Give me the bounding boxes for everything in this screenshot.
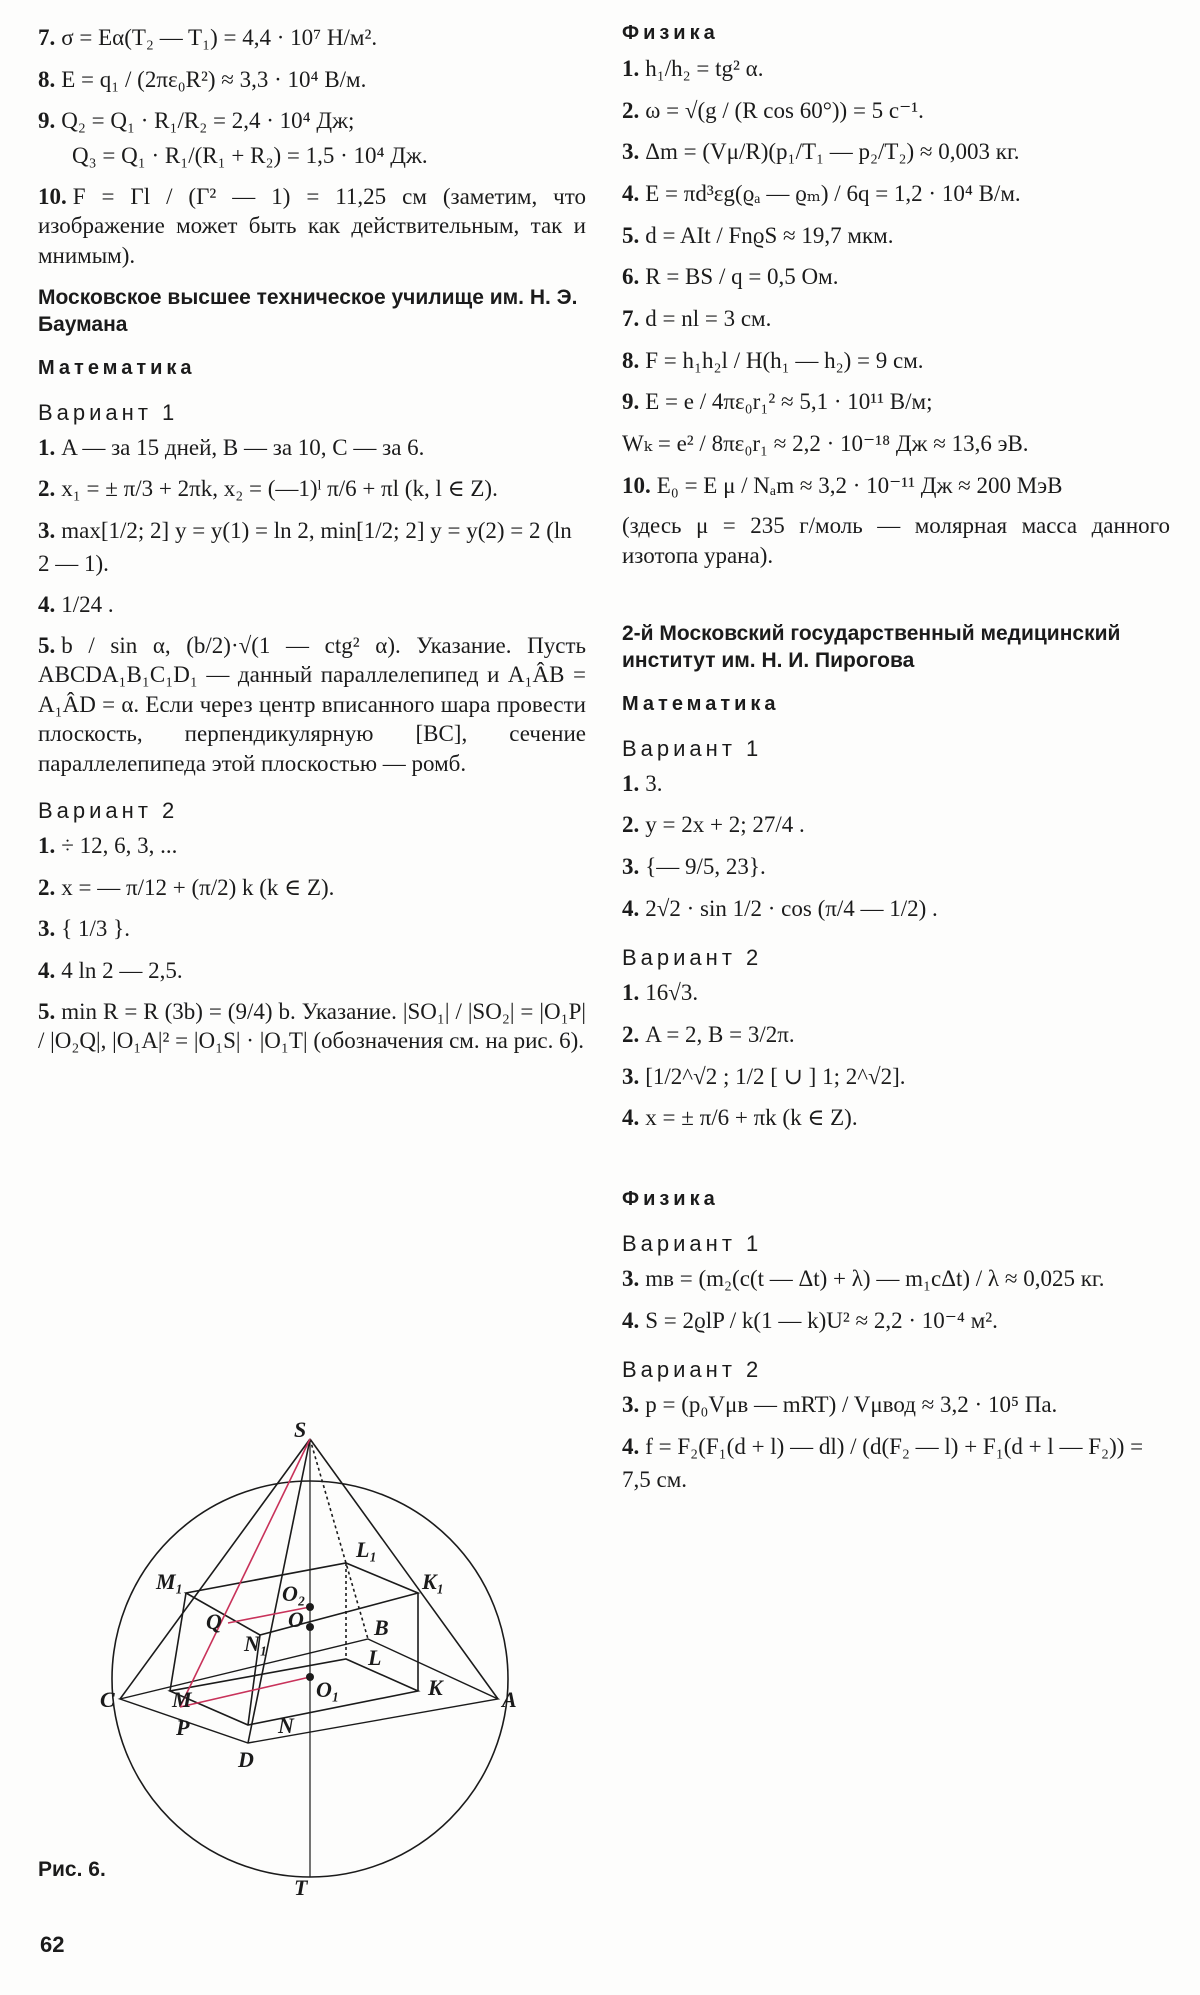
label-p: P [176, 1715, 190, 1740]
variant-title: Вариант 1 [38, 399, 179, 425]
label-m: M [172, 1687, 192, 1712]
geometry-figure [38, 1417, 598, 1900]
answer-item: 6. R = BS / q = 0,5 Ом. [622, 264, 839, 290]
answer-item: 4. x = ± π/6 + πk (k ∈ Z). [622, 1105, 858, 1131]
subject-title: Физика [622, 1187, 719, 1210]
label-m1: M₁ [156, 1569, 184, 1594]
answer-item: 2. x₁ = ± π/3 + 2πk, x₂ = (—1)ˡ π/6 + πl (k, l ∈ Z). [38, 476, 498, 502]
answer-item: 1. 16√3. [622, 980, 699, 1006]
label-c: C [100, 1687, 115, 1712]
answer-item: 4. f = F₂(F₁(d + l) — dl) / (d(F₂ — l) + F₁(d + l — F₂)) = 7,5 см. [622, 1433, 1144, 1492]
right-column [622, 22, 1170, 1505]
answer-item: 3. Δm = (Vμ/R)(p₁/T₁ — p₂/T₂) ≈ 0,003 кг. [622, 139, 1020, 165]
label-o: O [288, 1607, 304, 1632]
label-a: A [502, 1687, 517, 1712]
point-o [306, 1623, 314, 1631]
answer-item: 7. σ = Eα(T₂ — T₁) = 4,4 · 10⁷ Н/м². [38, 25, 378, 50]
label-l: L [368, 1645, 382, 1670]
answer-item: 9. Q₂ = Q₁ · R₁/R₂ = 2,4 · 10⁴ Дж; [38, 108, 355, 134]
figure-6-diagram [38, 1417, 598, 1900]
label-b: B [374, 1615, 389, 1640]
label-s: S [294, 1417, 307, 1442]
vertical-edge [170, 1593, 186, 1691]
answer-item: 3. p = (p₀Vμв — mRT) / Vμвод ≈ 3,2 · 10⁵ Па. [622, 1392, 1058, 1418]
answer-item: Q₃ = Q₁ · R₁/(R₁ + R₂) = 1,5 · 10⁴ Дж. [72, 142, 428, 168]
answer-item: 3. max[1/2; 2] y = y(1) = ln 2, min[1/2; 2] y = y(2) = 2 (ln 2 — 1). [38, 517, 572, 576]
answer-item: 4. 4 ln 2 — 2,5. [38, 957, 183, 983]
answer-item: 4. 1/24 . [38, 592, 114, 618]
answer-item: 2. A = 2, B = 3/2π. [622, 1021, 795, 1047]
label-o1: O₁ [316, 1677, 340, 1702]
answer-item: 9. E = e / 4πε₀r₁² ≈ 5,1 · 10¹¹ В/м; [622, 389, 933, 415]
answer-item: 8. E = q₁ / (2πε₀R²) ≈ 3,3 · 10⁴ В/м. [38, 66, 367, 92]
answer-item: 4. 2√2 · sin 1/2 · cos (π/4 — 1/2) . [622, 895, 938, 921]
page-number: 62 [40, 1932, 65, 1957]
answer-item: 2. y = 2x + 2; 27/4 . [622, 812, 805, 838]
variant-title: Вариант 2 [622, 945, 763, 971]
point-o2 [306, 1603, 314, 1611]
answer-item: 1. 3. [622, 770, 663, 796]
answer-item: 1. h₁/h₂ = tg² α. [622, 56, 764, 81]
subject-title: Математика [622, 692, 780, 715]
answer-item: 2. x = — π/12 + (π/2) k (k ∈ Z). [38, 874, 335, 900]
answer-item: Wₖ = e² / 8πε₀r₁ ≈ 2,2 · 10⁻¹⁸ Дж ≈ 13,6 эВ. [622, 430, 1029, 456]
answer-item: 10. E₀ = E μ / Nₐm ≈ 3,2 · 10⁻¹¹ Дж ≈ 200 МэВ [622, 472, 1063, 498]
answer-item: 8. F = h₁h₂l / H(h₁ — h₂) = 9 см. [622, 347, 924, 373]
answer-item: 3. mв = (m₂(c(t — Δt) + λ) — m₁cΔt) / λ ≈ 0,025 кг. [622, 1265, 1105, 1291]
label-q: Q [206, 1609, 222, 1634]
label-o2: O₂ [282, 1581, 306, 1606]
answer-item: 10. F = Γl / (Γ² — 1) = 11,25 см (заметим, что изображение может быть как действительным, так и мнимым). [38, 183, 586, 268]
answer-item: 3. [1/2^√2 ; 1/2 [ ∪ ] 1; 2^√2]. [622, 1063, 906, 1089]
label-k: K [428, 1675, 443, 1700]
label-k1: K₁ [422, 1569, 445, 1594]
institute-title: Московское высшее техническое училище им. Н. Э. Баумана [38, 285, 578, 337]
variant-title: Вариант 2 [38, 798, 179, 823]
figure-caption: Рис. 6. [38, 1858, 106, 1881]
answer-item: 5. min R = R (3b) = (9/4) b. Указание. |SO₁| / |SO₂| = |O₁P| / |O₂Q|, |O₁A|² = |O₁S| · |O₁T| (обозначения см. на рис. 6). [38, 998, 586, 1054]
answer-item: 5. d = AIt / FnϱS ≈ 19,7 мкм. [622, 222, 894, 248]
answer-item: 4. E = πd³εg(ϱₐ — ϱₘ) / 6q = 1,2 · 10⁴ В/м. [622, 180, 1021, 206]
red-line-po1 [180, 1677, 310, 1707]
variant-title: Вариант 1 [622, 1230, 763, 1256]
variant-title: Вариант 2 [622, 1357, 763, 1383]
answer-item: 3. {— 9/5, 23}. [622, 854, 766, 879]
answer-item: 5. b / sin α, (b/2)·√(1 — ctg² α). Указание. Пусть ABCDA₁B₁C₁D₁ — данный параллелепипед и A₁ÂB = A₁ÂD = α. Если через центр вписанного шара провести плоскость, перпендикулярную [BC], сечение параллелепипеда этой плоскостью — ромб. [38, 632, 586, 776]
answer-note: (здесь μ = 235 г/моль — молярная масса данного изотопа урана). [622, 513, 1170, 568]
variant-title: Вариант 1 [622, 735, 763, 761]
answer-item: 1. ÷ 12, 6, 3, ... [38, 833, 178, 858]
label-l1: L₁ [356, 1537, 378, 1562]
answer-item: 7. d = nl = 3 см. [622, 305, 772, 331]
answer-item: 3. { 1/3 }. [38, 916, 130, 942]
answer-item: 4. S = 2ϱlP / k(1 — k)U² ≈ 2,2 · 10⁻⁴ м². [622, 1307, 998, 1333]
label-t: T [294, 1875, 308, 1900]
answer-item: 2. ω = √(g / (R cos 60°)) = 5 с⁻¹. [622, 97, 924, 123]
label-n1: N₁ [244, 1631, 268, 1656]
subject-title: Математика [38, 356, 196, 379]
label-d: D [238, 1747, 254, 1772]
point-o1 [306, 1673, 314, 1681]
label-n: N [278, 1713, 294, 1738]
subject-title: Физика [622, 22, 719, 44]
left-column [38, 22, 586, 1066]
institute-title: 2-й Московский государственный медицинский институт им. Н. И. Пирогова [622, 622, 1121, 673]
answer-item: 1. A — за 15 дней, B — за 10, C — за 6. [38, 434, 425, 460]
